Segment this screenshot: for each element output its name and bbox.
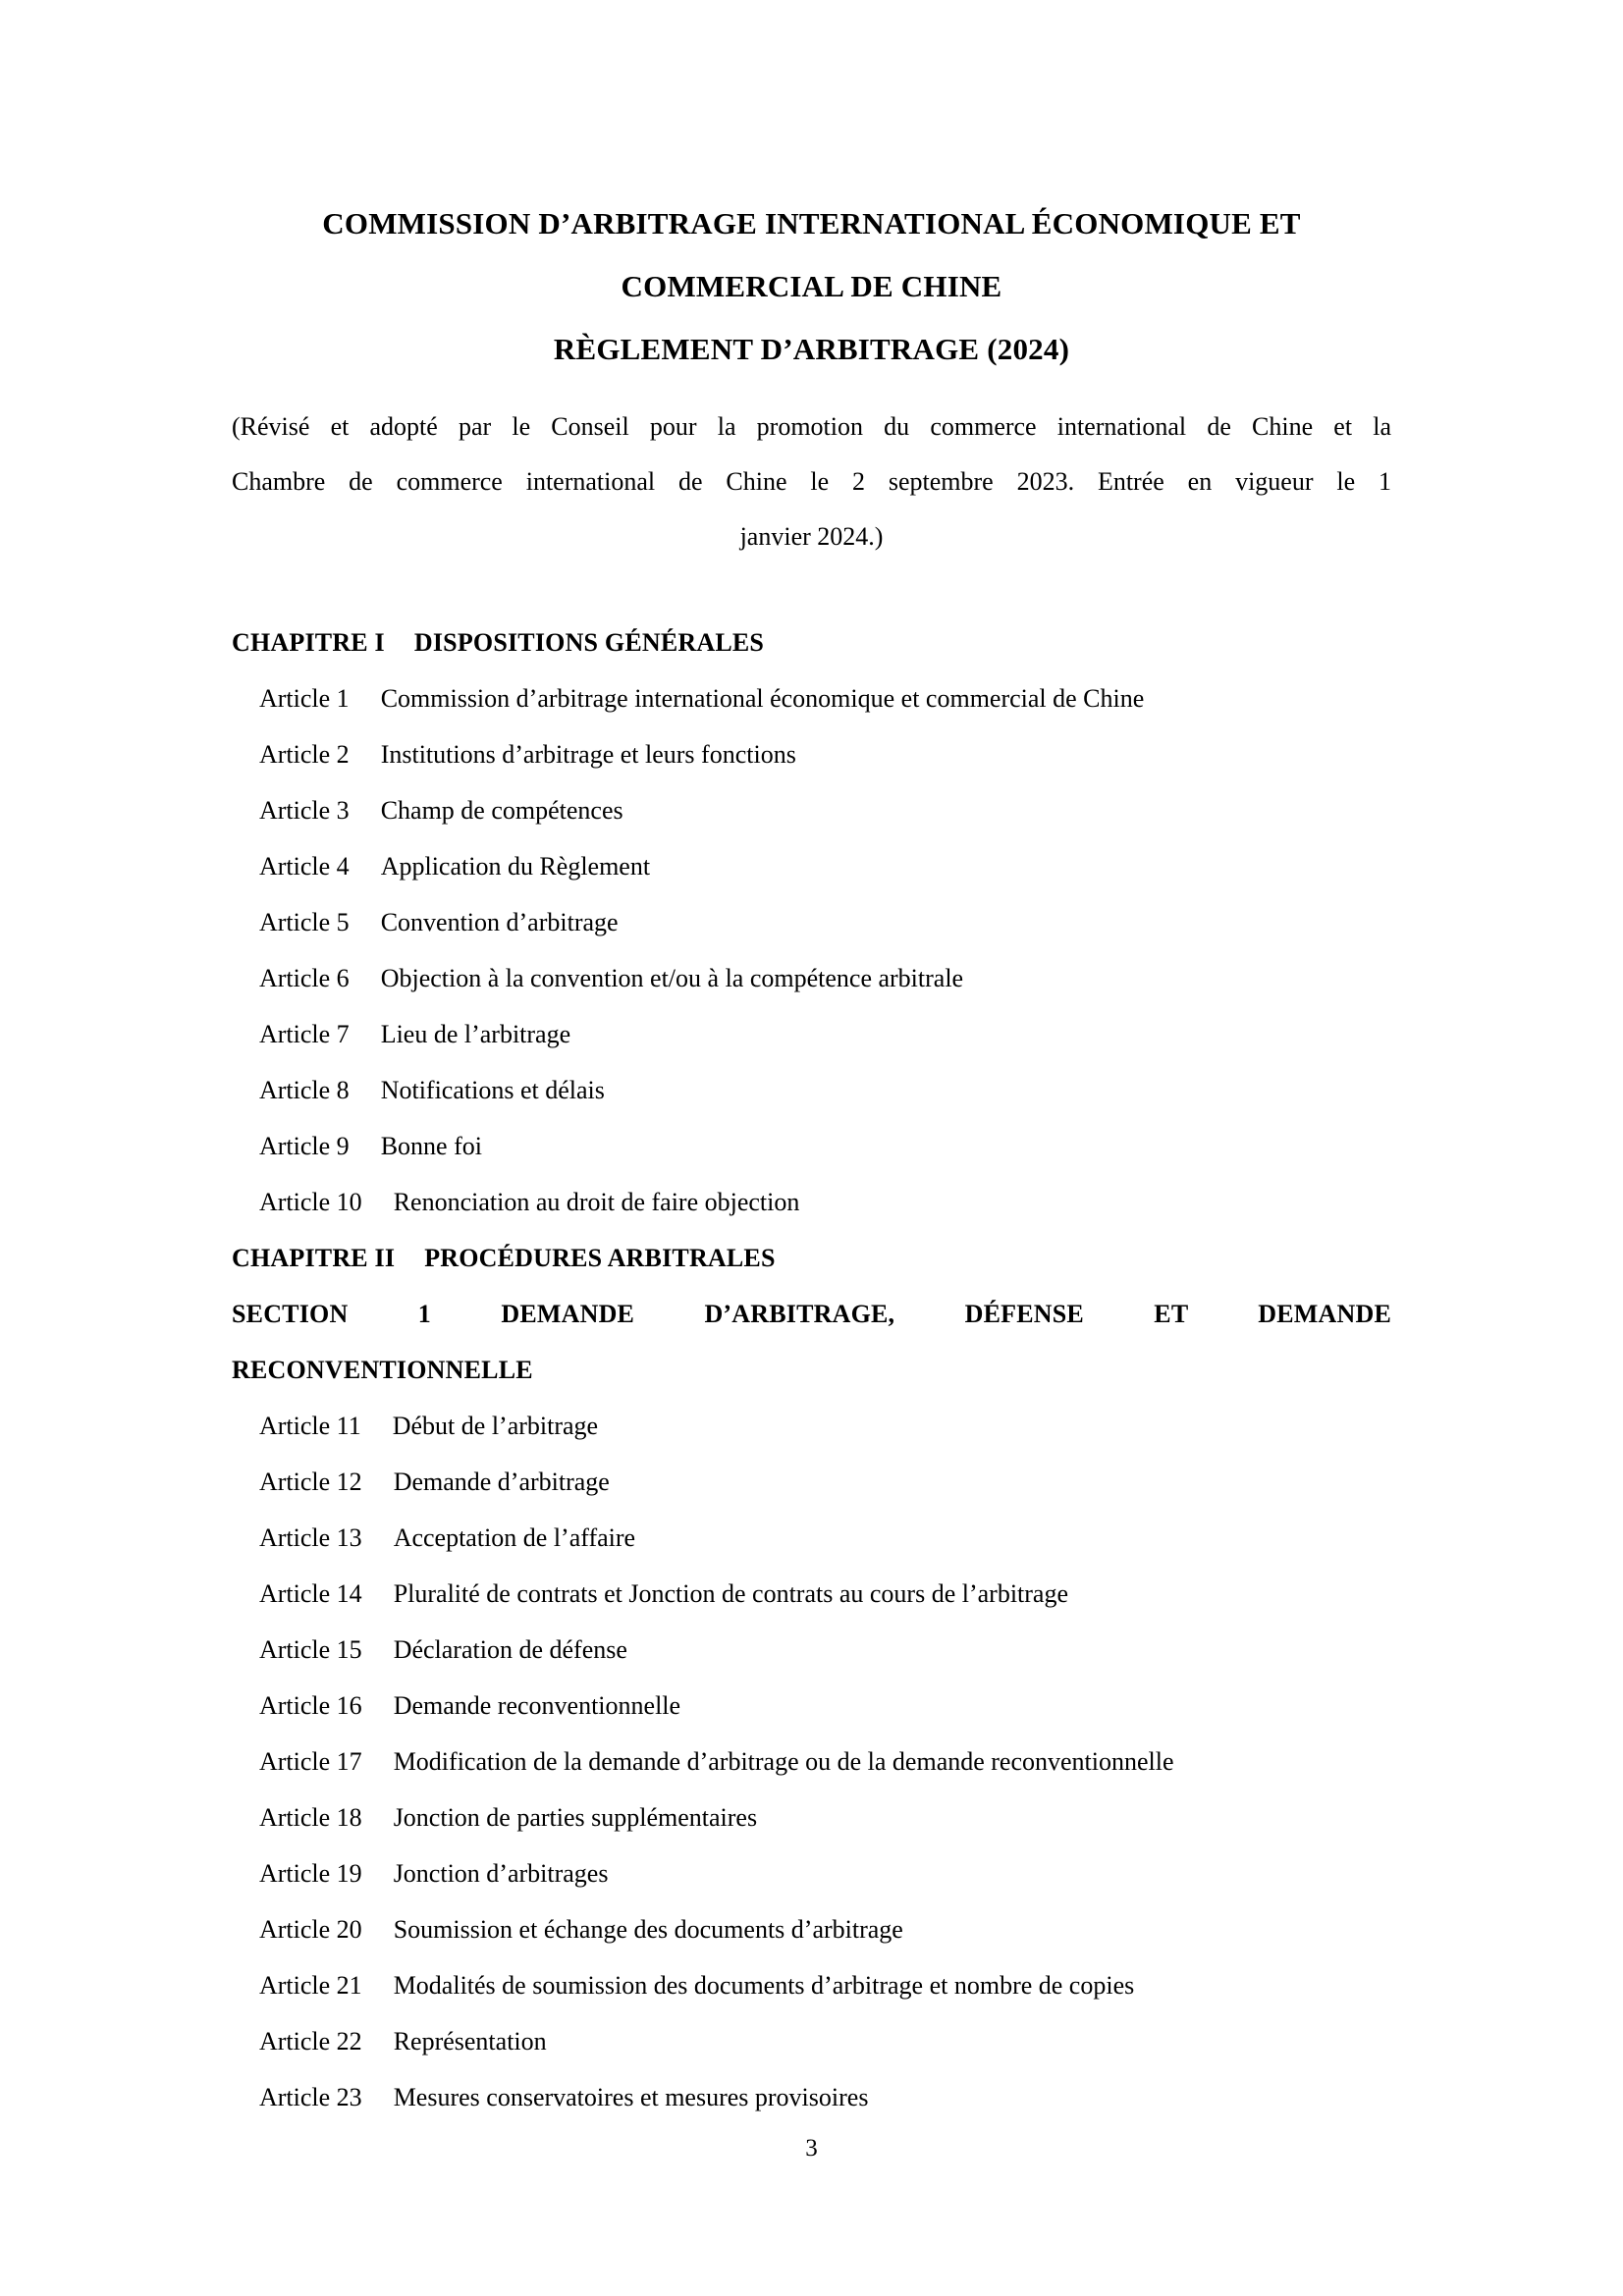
article-number: Article 20 <box>259 1915 362 1944</box>
article-title: Convention d’arbitrage <box>380 908 619 936</box>
article-title: Jonction d’arbitrages <box>393 1859 609 1888</box>
article-title: Commission d’arbitrage international économique et commercial de Chine <box>380 684 1145 713</box>
article-title: Modification de la demande d’arbitrage ou de la demande reconventionnelle <box>393 1747 1174 1776</box>
toc-article-row <box>232 2013 1391 2069</box>
article-title: Mesures conservatoires et mesures provisoires <box>393 2083 869 2111</box>
toc-article-row <box>232 2069 1391 2125</box>
chapter-title: PROCÉDURES ARBITRALES <box>424 1244 776 1272</box>
article-number: Article 7 <box>259 1020 350 1048</box>
article-title: Demande reconventionnelle <box>393 1691 681 1720</box>
article-number: Article 21 <box>259 1971 362 2000</box>
article-title: Application du Règlement <box>380 852 651 881</box>
toc-article-row <box>232 1622 1391 1678</box>
toc-chapter-row <box>232 614 1391 670</box>
toc-section-row: SECTION 1 DEMANDE D’ARBITRAGE, DÉFENSE ET DEMANDE <box>232 1300 1391 1328</box>
adoption-note-line-3: janvier 2024.) <box>739 522 884 551</box>
toc-article-row <box>232 670 1391 726</box>
article-number: Article 1 <box>259 684 350 713</box>
article-title: Représentation <box>393 2027 547 2056</box>
toc-article-row <box>232 726 1391 782</box>
page-number: 3 <box>805 2135 818 2162</box>
article-title: Champ de compétences <box>380 796 623 825</box>
article-title: Modalités de soumission des documents d’arbitrage et nombre de copies <box>393 1971 1135 2000</box>
article-title: Début de l’arbitrage <box>392 1412 599 1440</box>
article-number: Article 19 <box>259 1859 362 1888</box>
article-title: Notifications et délais <box>380 1076 605 1104</box>
toc-article-row <box>232 1398 1391 1454</box>
toc-section-row: RECONVENTIONNELLE <box>232 1356 533 1384</box>
article-number: Article 15 <box>259 1635 362 1664</box>
article-number: Article 5 <box>259 908 350 936</box>
chapter-number: CHAPITRE II <box>232 1244 396 1272</box>
article-title: Lieu de l’arbitrage <box>380 1020 571 1048</box>
toc-article-row <box>232 1006 1391 1062</box>
article-number: Article 8 <box>259 1076 350 1104</box>
toc-article-row <box>232 1734 1391 1789</box>
toc-article-row <box>232 1174 1391 1230</box>
document-title-line-2: COMMERCIAL DE CHINE <box>621 269 1002 303</box>
article-number: Article 16 <box>259 1691 362 1720</box>
article-title: Soumission et échange des documents d’arbitrage <box>393 1915 903 1944</box>
article-number: Article 22 <box>259 2027 362 2056</box>
toc-article-row <box>232 1957 1391 2013</box>
article-title: Bonne foi <box>380 1132 482 1160</box>
article-title: Déclaration de défense <box>393 1635 627 1664</box>
toc-article-row <box>232 1118 1391 1174</box>
article-number: Article 18 <box>259 1803 362 1832</box>
toc-article-row <box>232 838 1391 894</box>
chapter-title: DISPOSITIONS GÉNÉRALES <box>413 628 765 657</box>
toc-article-row <box>232 1566 1391 1622</box>
toc-article-row <box>232 1789 1391 1845</box>
toc-article-row <box>232 782 1391 838</box>
article-number: Article 11 <box>259 1412 361 1440</box>
article-number: Article 23 <box>259 2083 362 2111</box>
toc-article-row <box>232 1845 1391 1901</box>
chapter-number: CHAPITRE I <box>232 628 385 657</box>
adoption-note-line-2: Chambre de commerce international de Chine le 2 septembre 2023. Entrée en vigueur le 1 <box>232 467 1391 496</box>
article-title: Jonction de parties supplémentaires <box>393 1803 758 1832</box>
article-number: Article 12 <box>259 1468 362 1496</box>
document-subtitle: RÈGLEMENT D’ARBITRAGE (2024) <box>553 332 1070 366</box>
toc-chapter-row <box>232 1230 1391 1286</box>
article-number: Article 13 <box>259 1523 362 1552</box>
article-number: Article 10 <box>259 1188 362 1216</box>
document-title-line-1: COMMISSION D’ARBITRAGE INTERNATIONAL ÉCONOMIQUE ET <box>322 206 1301 240</box>
article-number: Article 17 <box>259 1747 362 1776</box>
article-number: Article 9 <box>259 1132 350 1160</box>
article-title: Demande d’arbitrage <box>393 1468 610 1496</box>
article-title: Pluralité de contrats et Jonction de contrats au cours de l’arbitrage <box>393 1579 1068 1608</box>
toc-article-row <box>232 1454 1391 1510</box>
toc-article-row <box>232 1678 1391 1734</box>
toc-article-row <box>232 950 1391 1006</box>
toc-article-row <box>232 1901 1391 1957</box>
article-title: Institutions d’arbitrage et leurs fonctions <box>380 740 796 769</box>
toc-article-row <box>232 1510 1391 1566</box>
toc-article-row <box>232 894 1391 950</box>
article-number: Article 2 <box>259 740 350 769</box>
article-title: Renonciation au droit de faire objection <box>393 1188 800 1216</box>
article-number: Article 3 <box>259 796 350 825</box>
article-number: Article 6 <box>259 964 350 992</box>
toc-article-row <box>232 1062 1391 1118</box>
toc-list <box>232 614 1391 2125</box>
adoption-note <box>232 400 1391 564</box>
article-title: Acceptation de l’affaire <box>393 1523 636 1552</box>
adoption-note-line-1: (Révisé et adopté par le Conseil pour la promotion du commerce international de Chine et la <box>232 412 1391 441</box>
article-number: Article 14 <box>259 1579 362 1608</box>
article-number: Article 4 <box>259 852 350 881</box>
document-title-block <box>232 192 1391 381</box>
article-title: Objection à la convention et/ou à la compétence arbitrale <box>380 964 964 992</box>
